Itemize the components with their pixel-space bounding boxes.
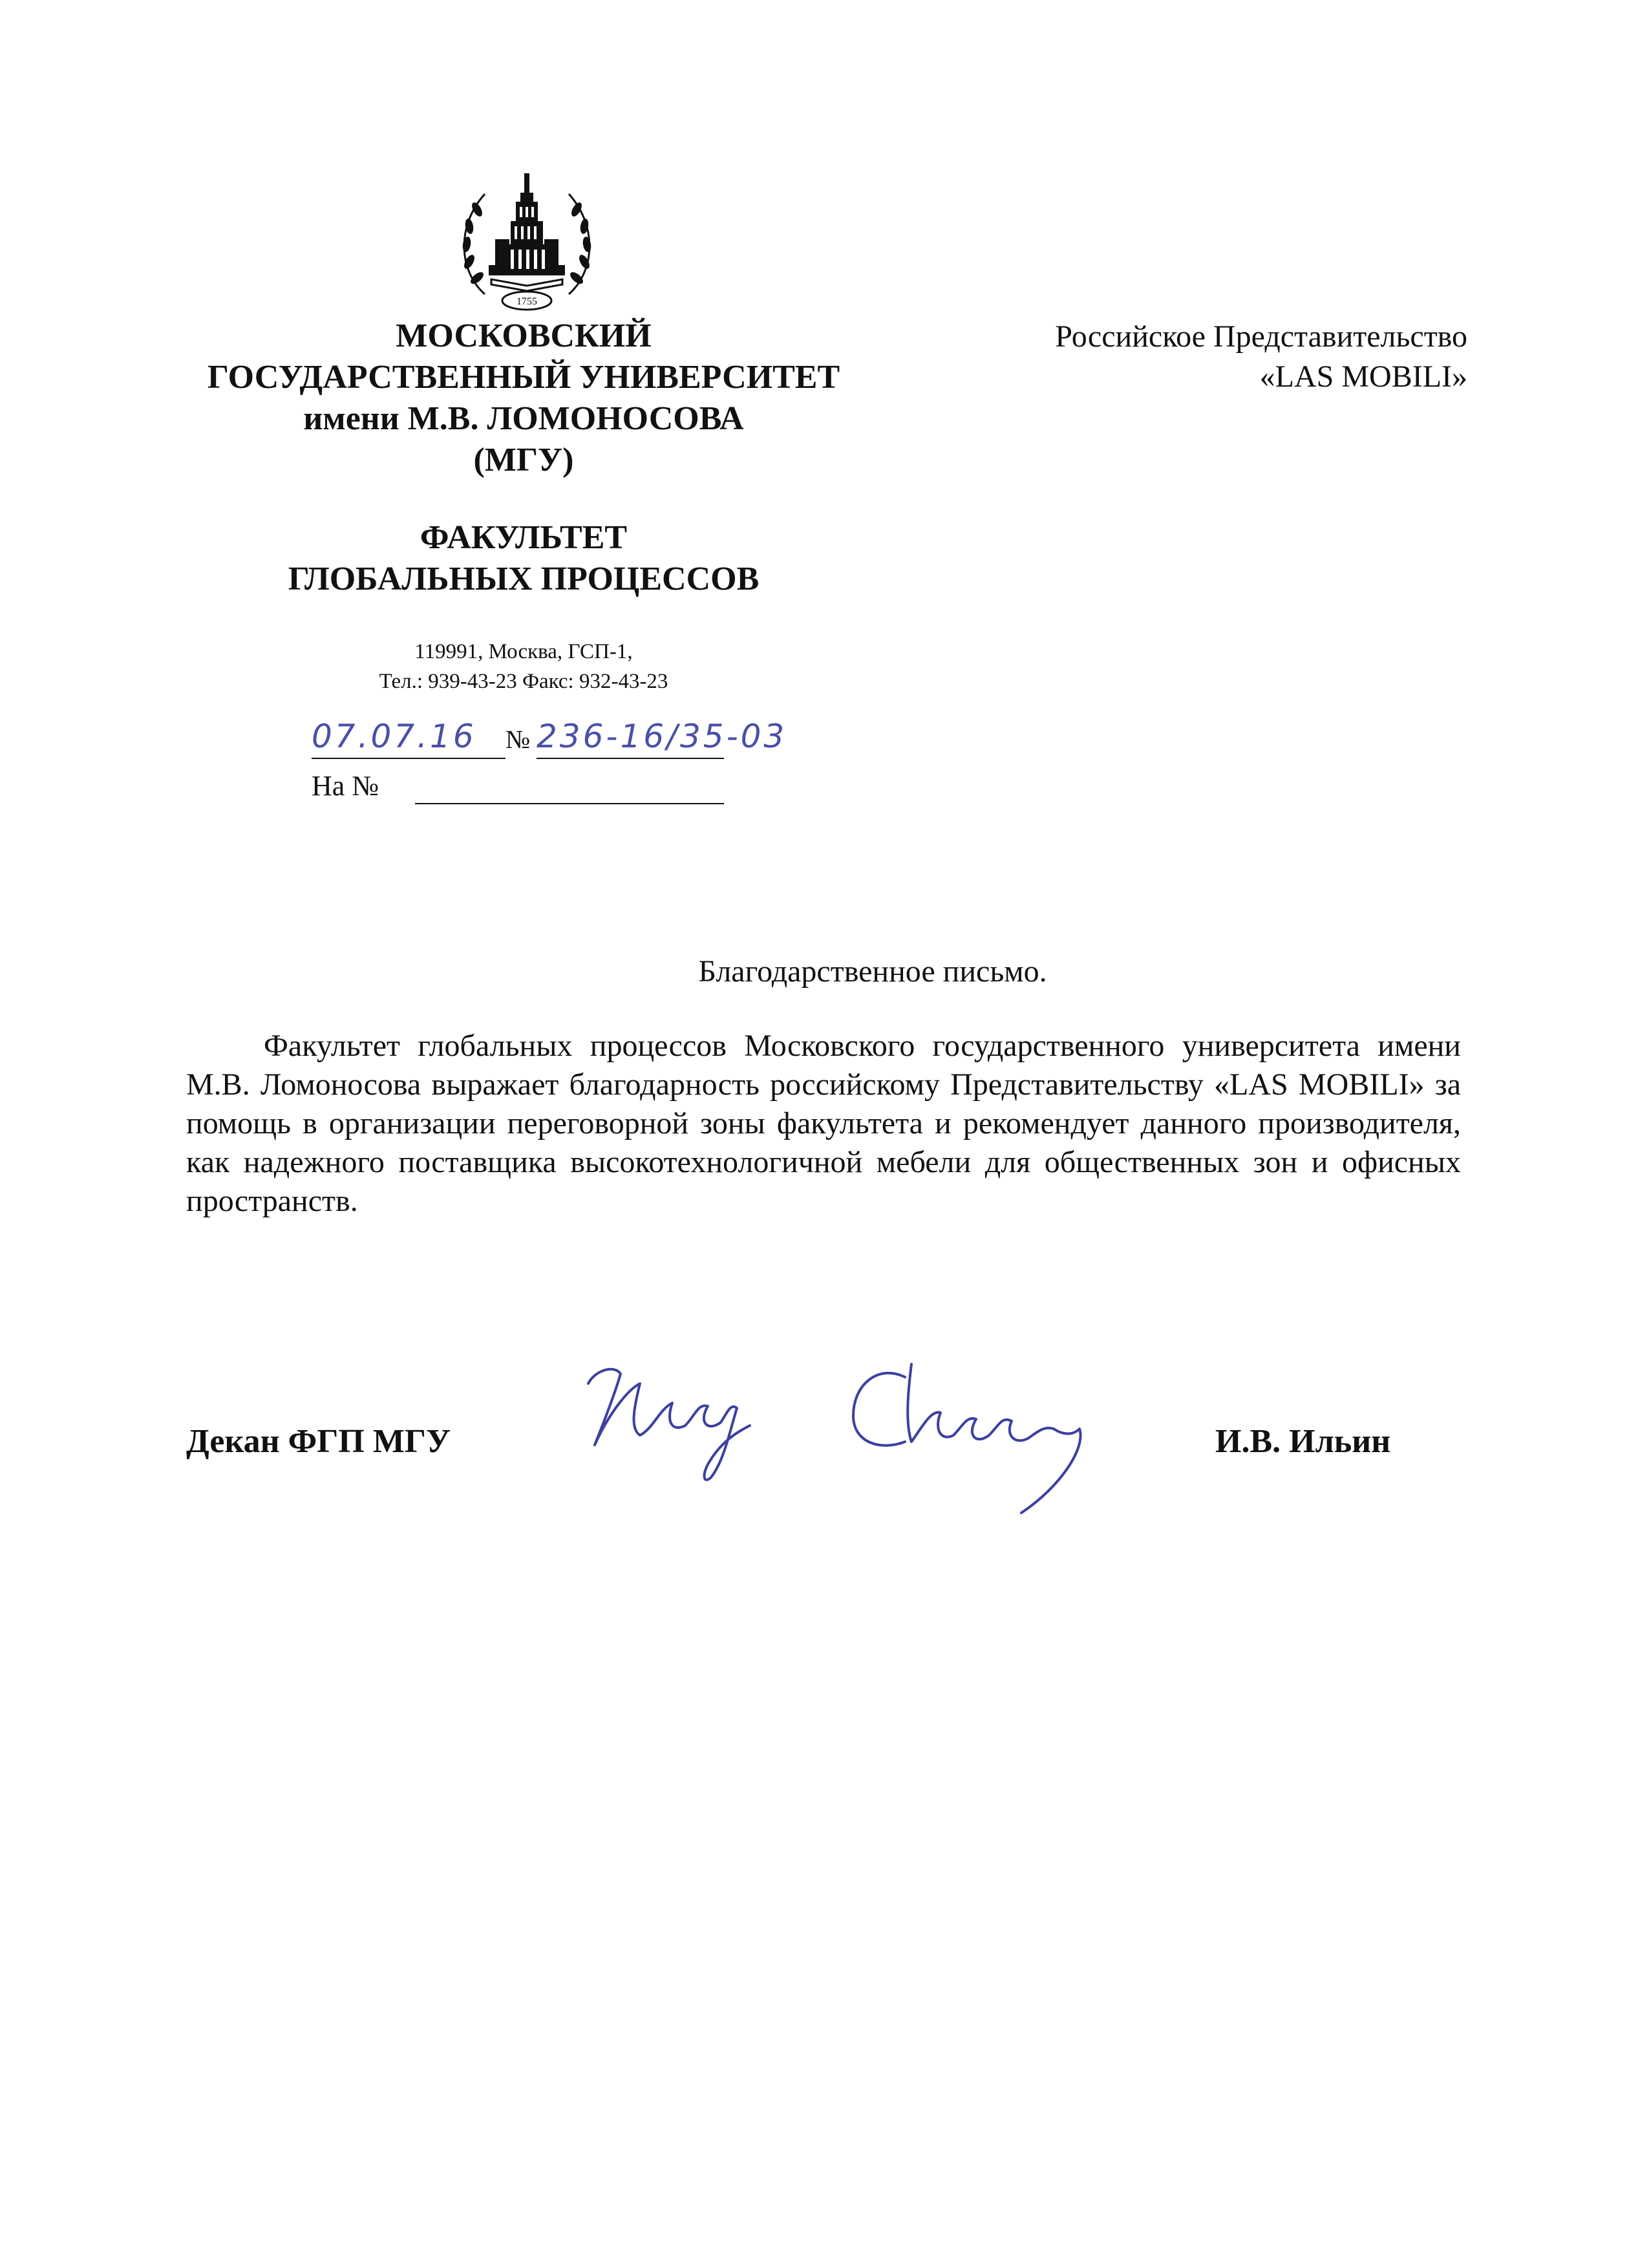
date-underline — [312, 758, 505, 759]
faculty-line-2: ГЛОБАЛЬНЫХ ПРОЦЕССОВ — [288, 561, 760, 597]
handwritten-signature — [569, 1338, 1164, 1532]
number-sign: № — [505, 725, 531, 754]
reply-line — [312, 769, 764, 808]
reply-underline — [415, 803, 724, 804]
msu-emblem — [446, 168, 608, 317]
university-line-3: имени М.В. ЛОМОНОСОВА — [303, 400, 744, 437]
letter-title: Благодарственное письмо. — [698, 954, 1047, 989]
emblem-year: 1755 — [516, 296, 537, 307]
address-line-2: Тел.: 939-43-23 Факс: 932-43-23 — [379, 670, 668, 693]
registration-date: 07.07.16 — [312, 718, 476, 755]
university-line-4: (МГУ) — [473, 442, 574, 478]
signatory-name: И.В. Ильин — [1215, 1423, 1391, 1460]
faculty-line-1: ФАКУЛЬТЕТ — [420, 519, 628, 556]
faculty-name — [181, 517, 866, 600]
university-name — [181, 316, 866, 481]
addressee-line-1: Российское Представительство — [1055, 319, 1467, 354]
letter-body: Факультет глобальных процессов Московского государственного университета имени М.В. Ломоносова выражает благодарность российскому Представительству «LAS MOBILI» за помощь в организации переговорной зоны факультета и рекомендует данного производителя, как надежного поставщика высокотехнологичной мебели для общественных зон и офисных пространств. — [186, 1029, 1461, 1218]
registration-line — [312, 718, 787, 763]
address — [181, 637, 866, 696]
signatory-title: Декан ФГП МГУ — [186, 1423, 451, 1460]
university-line-1: МОСКОВСКИЙ — [396, 317, 652, 354]
university-line-2: ГОСУДАРСТВЕННЫЙ УНИВЕРСИТЕТ — [207, 359, 840, 396]
addressee — [931, 317, 1467, 397]
address-line-1: 119991, Москва, ГСП-1, — [414, 640, 633, 663]
number-underline — [537, 758, 724, 759]
reply-label: На № — [312, 770, 379, 802]
addressee-line-2: «LAS MOBILI» — [1259, 359, 1467, 394]
registration-number: 236-16/35-03 — [537, 718, 787, 755]
